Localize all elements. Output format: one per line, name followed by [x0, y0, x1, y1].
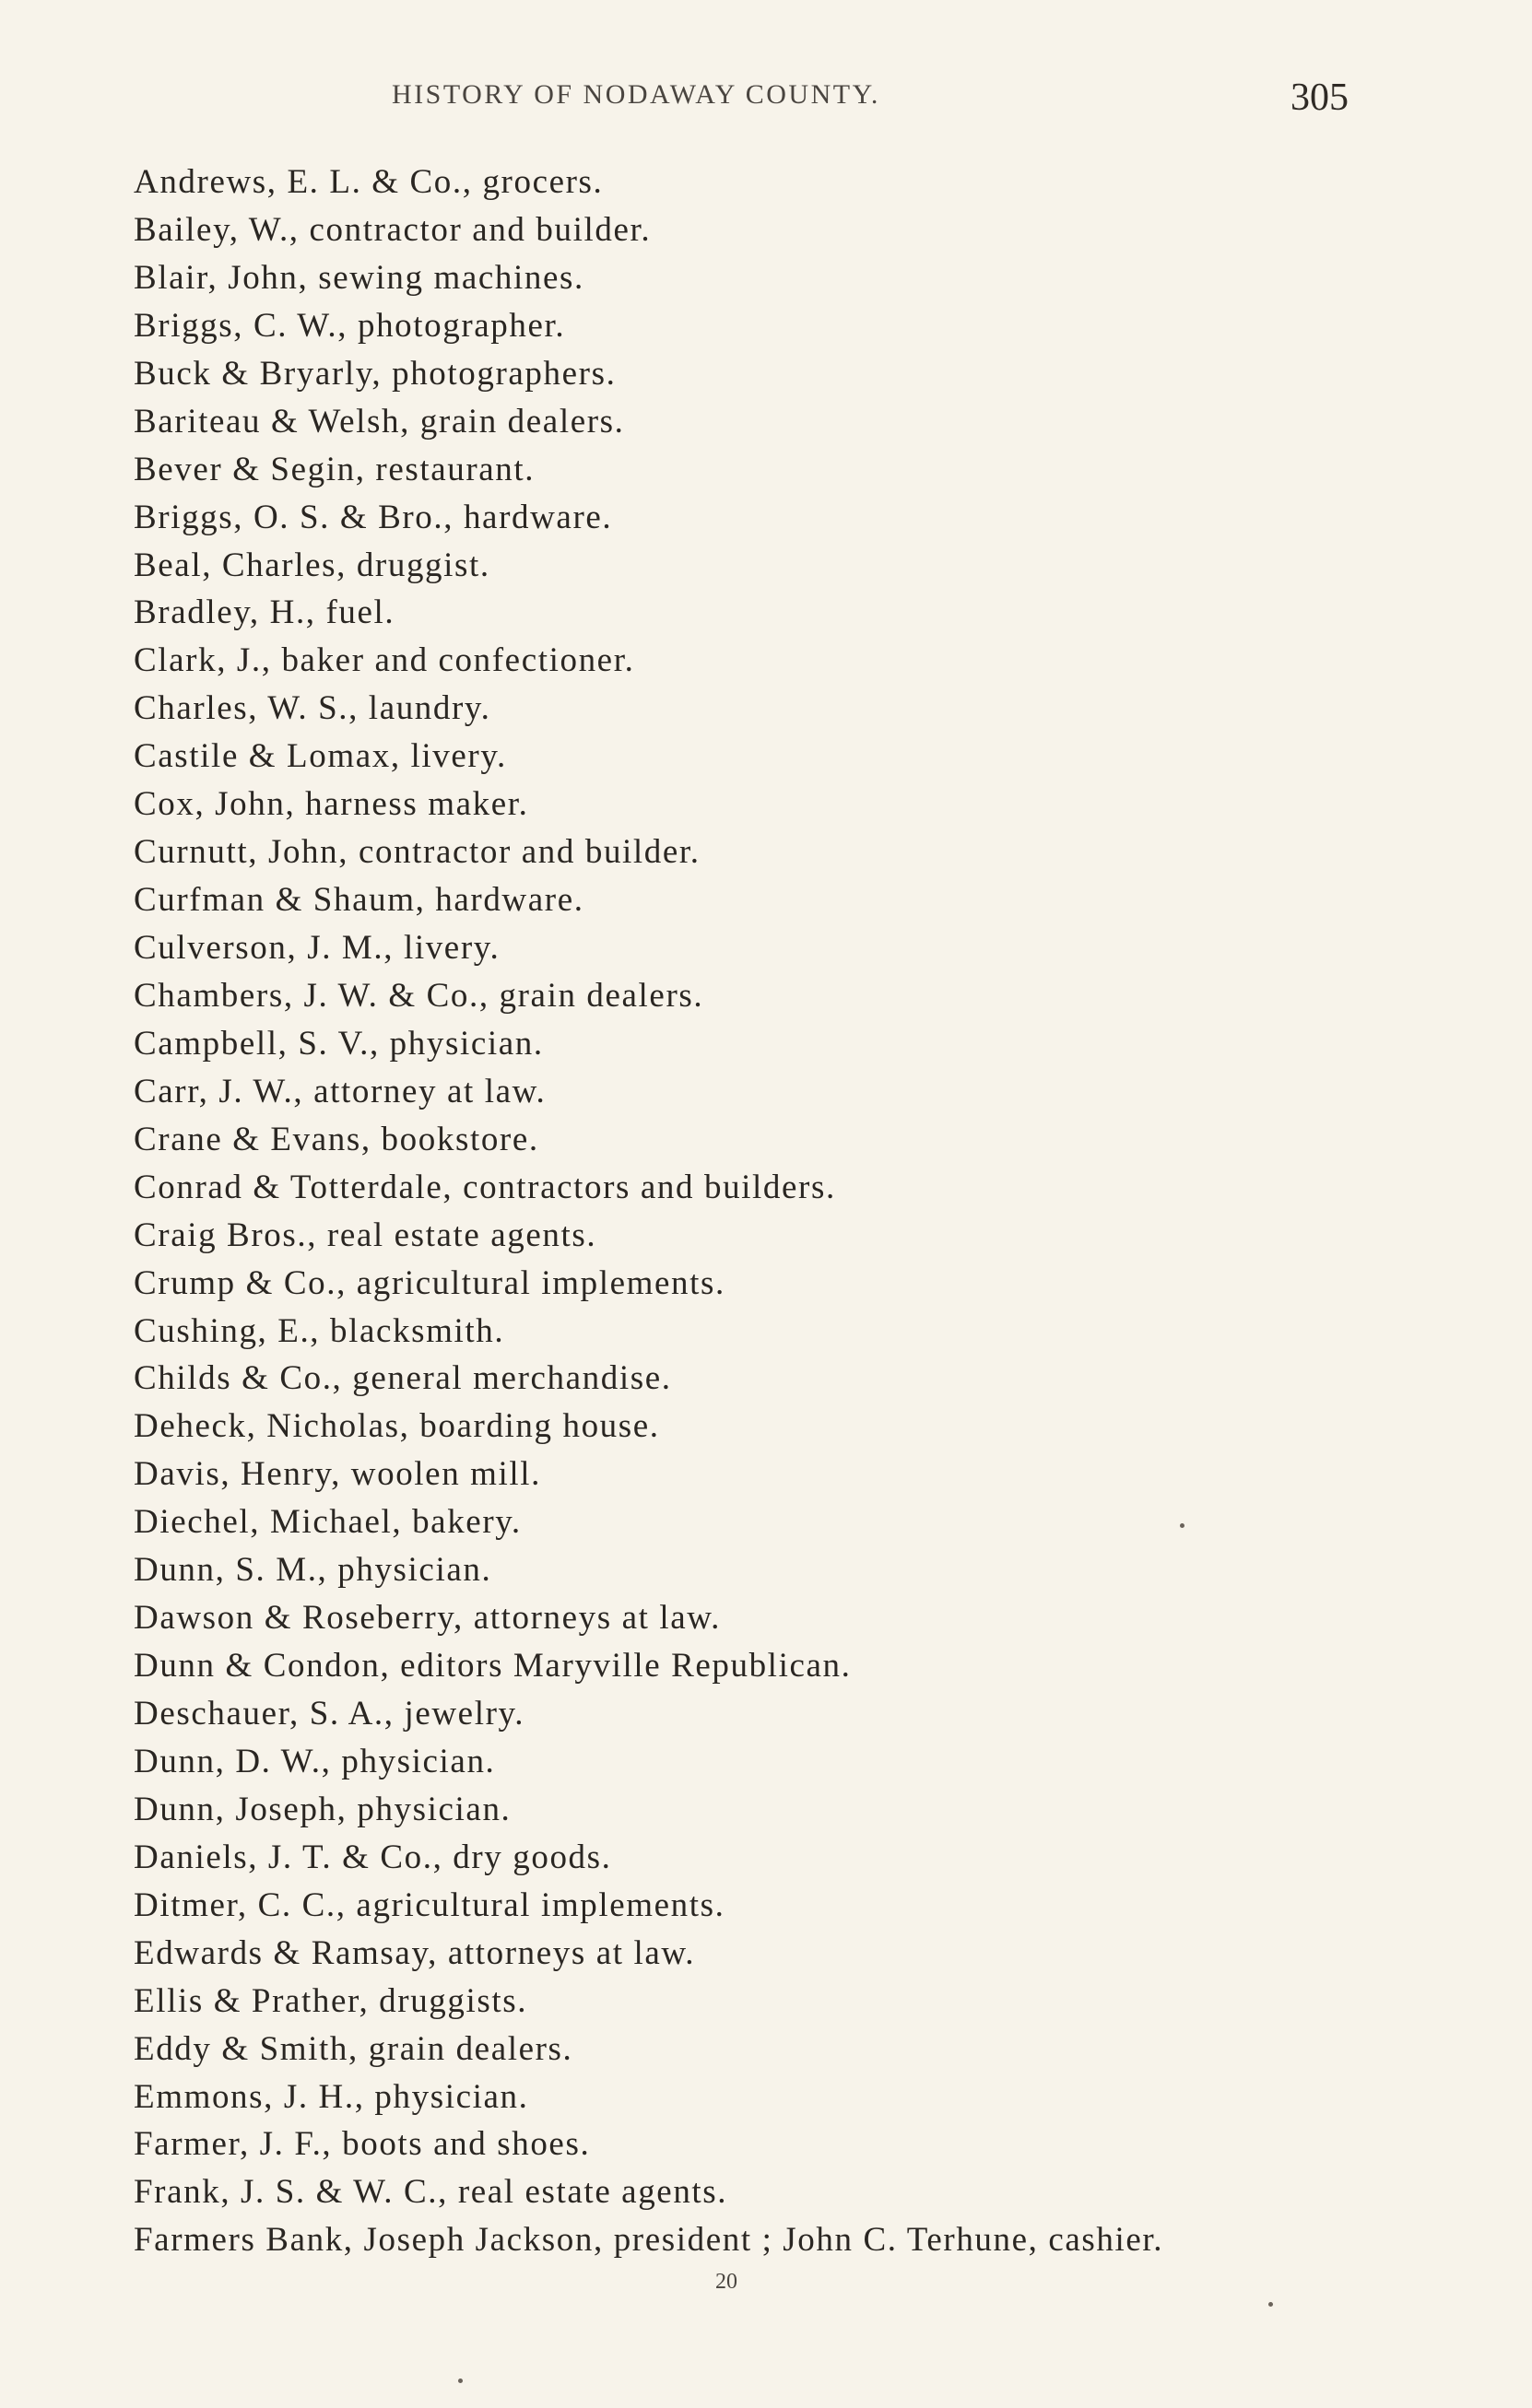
- directory-entry: Briggs, C. W., photographer.: [134, 306, 566, 345]
- paper-speck: [458, 2379, 463, 2383]
- directory-entry: Dawson & Roseberry, attorneys at law.: [134, 1599, 721, 1638]
- directory-entry: Cox, John, harness maker.: [134, 785, 529, 824]
- directory-entry: Castile & Lomax, livery.: [134, 737, 507, 776]
- directory-entry: Deheck, Nicholas, boarding house.: [134, 1407, 660, 1446]
- directory-entry: Briggs, O. S. & Bro., hardware.: [134, 498, 613, 536]
- directory-entry: Crane & Evans, bookstore.: [134, 1120, 539, 1158]
- directory-entry: Bariteau & Welsh, grain dealers.: [134, 402, 625, 440]
- directory-entry: Buck & Bryarly, photographers.: [134, 354, 617, 393]
- page-number: 305: [1290, 76, 1349, 119]
- directory-entry: Beal, Charles, druggist.: [134, 546, 490, 584]
- directory-entry: Chambers, J. W. & Co., grain dealers.: [134, 976, 704, 1015]
- paper-speck: [1180, 1523, 1184, 1528]
- directory-entry: Bailey, W., contractor and builder.: [134, 210, 652, 249]
- directory-entry: Edwards & Ramsay, attorneys at law.: [134, 1933, 696, 1972]
- directory-entry: Ditmer, C. C., agricultural implements.: [134, 1885, 725, 1924]
- running-head: HISTORY OF NODAWAY COUNTY.: [392, 79, 880, 110]
- directory-entry: Curfman & Shaum, hardware.: [134, 881, 584, 920]
- directory-entry: Dunn, D. W., physician.: [134, 1742, 496, 1780]
- directory-entry: Eddy & Smith, grain dealers.: [134, 2029, 573, 2068]
- directory-entry: Davis, Henry, woolen mill.: [134, 1455, 542, 1494]
- directory-entry: Carr, J. W., attorney at law.: [134, 1072, 547, 1110]
- directory-entry: Clark, J., baker and confectioner.: [134, 641, 635, 680]
- business-directory-list: [134, 159, 1424, 2264]
- paper-speck: [1268, 2302, 1273, 2307]
- directory-entry: Dunn & Condon, editors Maryville Republican.: [134, 1647, 852, 1686]
- signature-mark: 20: [715, 2270, 737, 2294]
- directory-entry: Bever & Segin, restaurant.: [134, 450, 536, 488]
- directory-entry: Conrad & Totterdale, contractors and builders.: [134, 1168, 836, 1206]
- directory-entry: Culverson, J. M., livery.: [134, 929, 501, 967]
- directory-entry: Emmons, J. H., physician.: [134, 2077, 529, 2116]
- directory-entry: Curnutt, John, contractor and builder.: [134, 833, 701, 872]
- directory-entry: Campbell, S. V., physician.: [134, 1024, 544, 1063]
- directory-entry: Farmer, J. F., boots and shoes.: [134, 2125, 591, 2164]
- directory-entry: Cushing, E., blacksmith.: [134, 1311, 505, 1350]
- directory-entry: Dunn, S. M., physician.: [134, 1551, 492, 1590]
- directory-entry: Dunn, Joseph, physician.: [134, 1790, 512, 1828]
- directory-entry: Ellis & Prather, druggists.: [134, 1981, 528, 2020]
- directory-entry: Daniels, J. T. & Co., dry goods.: [134, 1838, 612, 1876]
- directory-entry: Diechel, Michael, bakery.: [134, 1503, 522, 1542]
- directory-entry: Andrews, E. L. & Co., grocers.: [134, 163, 604, 201]
- directory-entry: Craig Bros., real estate agents.: [134, 1216, 597, 1254]
- directory-entry: Deschauer, S. A., jewelry.: [134, 1695, 525, 1733]
- directory-entry: Bradley, H., fuel.: [134, 593, 395, 632]
- directory-entry: Frank, J. S. & W. C., real estate agents.: [134, 2173, 728, 2212]
- directory-entry: Childs & Co., general merchandise.: [134, 1359, 672, 1398]
- directory-entry: Blair, John, sewing machines.: [134, 258, 584, 297]
- directory-entry: Charles, W. S., laundry.: [134, 689, 491, 728]
- directory-entry: Crump & Co., agricultural implements.: [134, 1263, 725, 1302]
- directory-entry: Farmers Bank, Joseph Jackson, president ; John C. Terhune, cashier.: [134, 2221, 1164, 2260]
